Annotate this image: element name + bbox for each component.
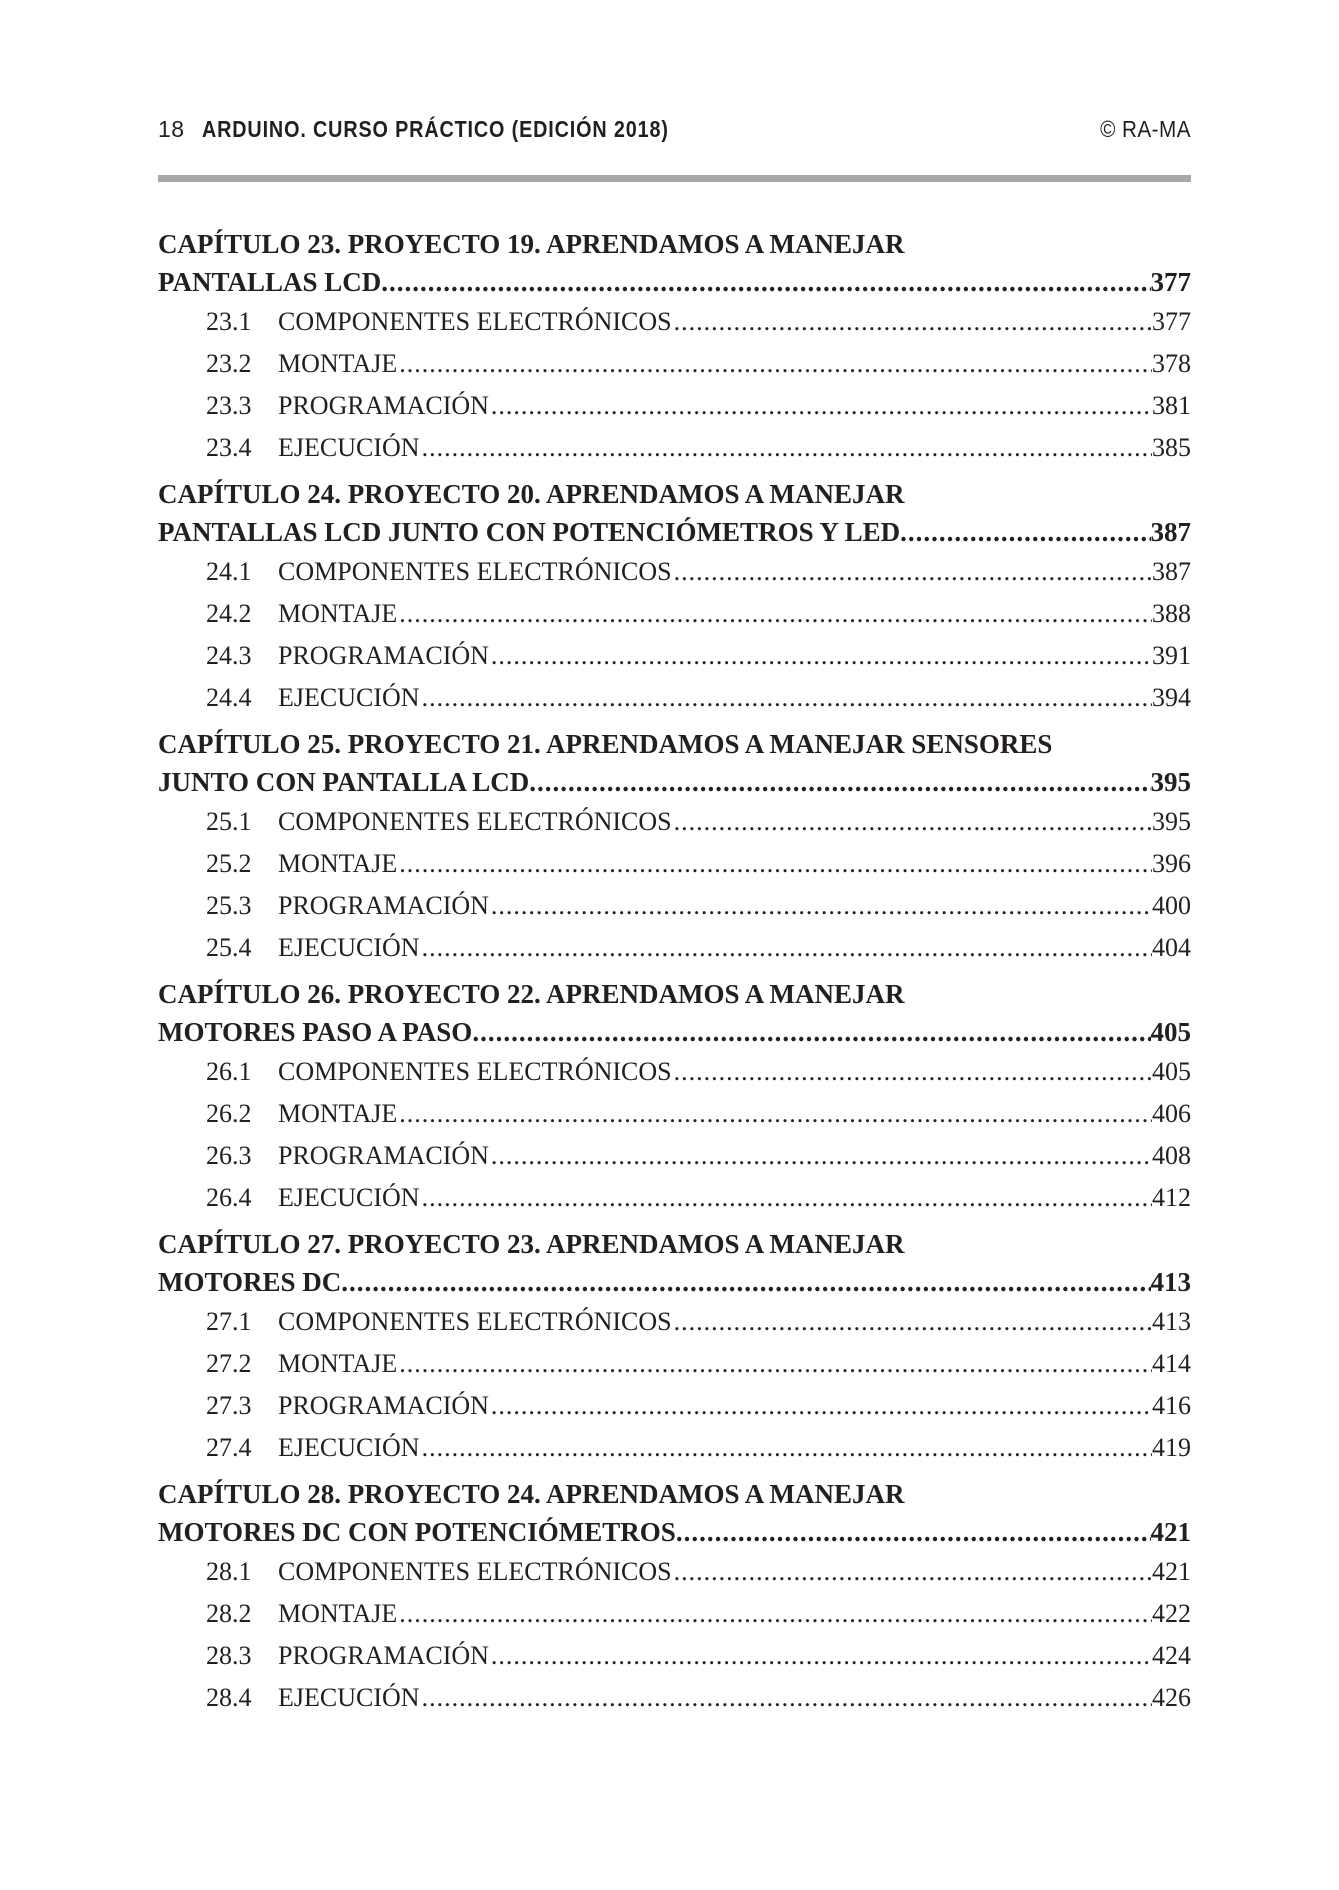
chapter-title-line[interactable]: CAPÍTULO 26. PROYECTO 22. APRENDAMOS A MANEJAR — [158, 979, 905, 1009]
toc-chapter — [158, 475, 1191, 719]
dot-leader — [900, 513, 1150, 551]
header-rule — [158, 175, 1191, 182]
chapter-page-number: 395 — [1150, 767, 1191, 797]
section-number: 23.1 — [206, 307, 252, 336]
dot-leader — [491, 885, 1152, 927]
dot-leader — [399, 1593, 1152, 1635]
toc-section-entry[interactable] — [206, 1551, 1191, 1593]
section-title: COMPONENTES ELECTRÓNICOS — [278, 807, 672, 836]
section-page-number: 412 — [1152, 1183, 1191, 1212]
section-title: COMPONENTES ELECTRÓNICOS — [278, 1307, 672, 1336]
section-number: 26.3 — [206, 1141, 252, 1170]
chapter-title-line[interactable]: CAPÍTULO 24. PROYECTO 20. APRENDAMOS A MANEJAR — [158, 479, 905, 509]
section-page-number: 404 — [1152, 933, 1191, 962]
chapter-title-line: MOTORES PASO A PASO — [158, 1017, 473, 1047]
chapter-title-line: PANTALLAS LCD — [158, 267, 382, 297]
dot-leader — [399, 343, 1152, 385]
toc-section-entry[interactable] — [206, 385, 1191, 427]
chapter-entry[interactable] — [158, 1263, 1191, 1301]
toc-chapter — [158, 225, 1191, 469]
section-title: MONTAJE — [278, 599, 398, 628]
section-number: 27.4 — [206, 1433, 252, 1462]
section-page-number: 426 — [1152, 1683, 1191, 1712]
chapter-entry[interactable] — [158, 763, 1191, 801]
section-title: MONTAJE — [278, 1099, 398, 1128]
section-number: 23.2 — [206, 349, 252, 378]
dot-leader — [491, 385, 1152, 427]
dot-leader — [674, 551, 1152, 593]
dot-leader — [381, 263, 1150, 301]
section-page-number: 406 — [1152, 1099, 1191, 1128]
section-title: MONTAJE — [278, 1349, 398, 1378]
toc-chapter — [158, 725, 1191, 969]
toc-section-entry[interactable] — [206, 885, 1191, 927]
section-title: EJECUCIÓN — [278, 933, 420, 962]
section-page-number: 391 — [1152, 641, 1191, 670]
dot-leader — [422, 1427, 1152, 1469]
section-title: PROGRAMACIÓN — [278, 1641, 489, 1670]
dot-leader — [491, 1635, 1152, 1677]
chapter-page-number: 387 — [1150, 517, 1191, 547]
section-number: 27.3 — [206, 1391, 252, 1420]
section-page-number: 381 — [1152, 391, 1191, 420]
section-title: COMPONENTES ELECTRÓNICOS — [278, 557, 672, 586]
section-page-number: 394 — [1152, 683, 1191, 712]
section-page-number: 408 — [1152, 1141, 1191, 1170]
section-page-number: 388 — [1152, 599, 1191, 628]
section-number: 26.2 — [206, 1099, 252, 1128]
section-title: PROGRAMACIÓN — [278, 1141, 489, 1170]
section-number: 25.3 — [206, 891, 252, 920]
dot-leader — [674, 801, 1152, 843]
section-number: 25.1 — [206, 807, 252, 836]
dot-leader — [674, 1051, 1152, 1093]
page-number: 18 — [158, 116, 185, 142]
dot-leader — [472, 1013, 1150, 1051]
section-page-number: 414 — [1152, 1349, 1191, 1378]
chapter-title-line: MOTORES DC — [158, 1267, 342, 1297]
table-of-contents — [158, 225, 1191, 1725]
section-title: PROGRAMACIÓN — [278, 891, 489, 920]
section-page-number: 396 — [1152, 849, 1191, 878]
chapter-title-line: PANTALLAS LCD JUNTO CON POTENCIÓMETROS Y LED — [158, 517, 901, 547]
chapter-entry[interactable] — [158, 263, 1191, 301]
toc-section-entry[interactable] — [206, 677, 1191, 719]
section-number: 25.4 — [206, 933, 252, 962]
toc-section-entry[interactable] — [206, 1301, 1191, 1343]
book-title: ARDUINO. CURSO PRÁCTICO (EDICIÓN 2018) — [202, 116, 669, 142]
section-page-number: 385 — [1152, 433, 1191, 462]
section-title: EJECUCIÓN — [278, 1683, 420, 1712]
toc-section-entry[interactable] — [206, 843, 1191, 885]
toc-section-entry[interactable] — [206, 1385, 1191, 1427]
section-title: EJECUCIÓN — [278, 433, 420, 462]
section-number: 27.2 — [206, 1349, 252, 1378]
dot-leader — [529, 763, 1150, 801]
section-page-number: 424 — [1152, 1641, 1191, 1670]
chapter-title-line: JUNTO CON PANTALLA LCD — [158, 767, 530, 797]
section-page-number: 413 — [1152, 1307, 1191, 1336]
toc-section-entry[interactable] — [206, 635, 1191, 677]
dot-leader — [399, 1093, 1152, 1135]
chapter-page-number: 413 — [1150, 1267, 1191, 1297]
chapter-title-line[interactable]: CAPÍTULO 27. PROYECTO 23. APRENDAMOS A MANEJAR — [158, 1229, 905, 1259]
section-number: 25.2 — [206, 849, 252, 878]
toc-section-entry[interactable] — [206, 301, 1191, 343]
section-number: 24.4 — [206, 683, 252, 712]
section-page-number: 416 — [1152, 1391, 1191, 1420]
section-number: 24.1 — [206, 557, 252, 586]
section-title: COMPONENTES ELECTRÓNICOS — [278, 1057, 672, 1086]
chapter-title-line[interactable]: CAPÍTULO 23. PROYECTO 19. APRENDAMOS A MANEJAR — [158, 229, 905, 259]
section-number: 23.4 — [206, 433, 252, 462]
dot-leader — [491, 1385, 1152, 1427]
section-page-number: 422 — [1152, 1599, 1191, 1628]
section-title: PROGRAMACIÓN — [278, 641, 489, 670]
toc-section-entry[interactable] — [206, 1635, 1191, 1677]
toc-section-entry[interactable] — [206, 1135, 1191, 1177]
section-number: 24.2 — [206, 599, 252, 628]
section-number: 28.3 — [206, 1641, 252, 1670]
section-title: PROGRAMACIÓN — [278, 1391, 489, 1420]
dot-leader — [674, 301, 1152, 343]
toc-section-entry[interactable] — [206, 1177, 1191, 1219]
section-title: MONTAJE — [278, 349, 398, 378]
chapter-title-line[interactable]: CAPÍTULO 25. PROYECTO 21. APRENDAMOS A MANEJAR SENSORES — [158, 729, 1053, 759]
dot-leader — [399, 843, 1152, 885]
dot-leader — [399, 1343, 1152, 1385]
section-number: 28.4 — [206, 1683, 252, 1712]
dot-leader — [341, 1263, 1150, 1301]
toc-section-entry[interactable] — [206, 1593, 1191, 1635]
toc-section-entry[interactable] — [206, 1677, 1191, 1719]
section-page-number: 377 — [1152, 307, 1191, 336]
toc-chapter — [158, 975, 1191, 1219]
section-title: COMPONENTES ELECTRÓNICOS — [278, 307, 672, 336]
section-page-number: 405 — [1152, 1057, 1191, 1086]
dot-leader — [676, 1513, 1151, 1551]
section-title: PROGRAMACIÓN — [278, 391, 489, 420]
toc-section-entry[interactable] — [206, 1343, 1191, 1385]
toc-section-entry[interactable] — [206, 1051, 1191, 1093]
section-page-number: 400 — [1152, 891, 1191, 920]
toc-section-entry[interactable] — [206, 1093, 1191, 1135]
section-title: MONTAJE — [278, 849, 398, 878]
toc-section-entry[interactable] — [206, 551, 1191, 593]
chapter-page-number: 377 — [1150, 267, 1191, 297]
toc-section-entry[interactable] — [206, 427, 1191, 469]
dot-leader — [674, 1301, 1152, 1343]
section-page-number: 421 — [1152, 1557, 1191, 1586]
section-page-number: 419 — [1152, 1433, 1191, 1462]
dot-leader — [491, 635, 1152, 677]
section-number: 23.3 — [206, 391, 252, 420]
dot-leader — [422, 1677, 1152, 1719]
dot-leader — [422, 427, 1152, 469]
dot-leader — [491, 1135, 1152, 1177]
toc-chapter — [158, 1225, 1191, 1469]
toc-section-entry[interactable] — [206, 343, 1191, 385]
section-title: MONTAJE — [278, 1599, 398, 1628]
dot-leader — [399, 593, 1152, 635]
section-title: EJECUCIÓN — [278, 683, 420, 712]
chapter-page-number: 405 — [1150, 1017, 1191, 1047]
section-number: 26.4 — [206, 1183, 252, 1212]
toc-section-entry[interactable] — [206, 593, 1191, 635]
running-header — [158, 108, 1191, 148]
section-number: 28.2 — [206, 1599, 252, 1628]
chapter-entry[interactable] — [158, 1513, 1191, 1551]
chapter-entry[interactable] — [158, 513, 1191, 551]
dot-leader — [422, 927, 1152, 969]
toc-section-entry[interactable] — [206, 1427, 1191, 1469]
chapter-entry[interactable] — [158, 1013, 1191, 1051]
section-title: COMPONENTES ELECTRÓNICOS — [278, 1557, 672, 1586]
section-title: EJECUCIÓN — [278, 1183, 420, 1212]
section-number: 28.1 — [206, 1557, 252, 1586]
dot-leader — [674, 1551, 1152, 1593]
toc-section-entry[interactable] — [206, 927, 1191, 969]
toc-chapter — [158, 1475, 1191, 1719]
section-title: EJECUCIÓN — [278, 1433, 420, 1462]
chapter-page-number: 421 — [1150, 1517, 1191, 1547]
section-page-number: 395 — [1152, 807, 1191, 836]
section-page-number: 387 — [1152, 557, 1191, 586]
section-number: 26.1 — [206, 1057, 252, 1086]
chapter-title-line[interactable]: CAPÍTULO 28. PROYECTO 24. APRENDAMOS A MANEJAR — [158, 1479, 905, 1509]
publisher-mark: © RA-MA — [1100, 116, 1191, 142]
chapter-title-line: MOTORES DC CON POTENCIÓMETROS — [158, 1517, 676, 1547]
section-number: 24.3 — [206, 641, 252, 670]
section-number: 27.1 — [206, 1307, 252, 1336]
toc-section-entry[interactable] — [206, 801, 1191, 843]
dot-leader — [422, 1177, 1152, 1219]
dot-leader — [422, 677, 1152, 719]
section-page-number: 378 — [1152, 349, 1191, 378]
